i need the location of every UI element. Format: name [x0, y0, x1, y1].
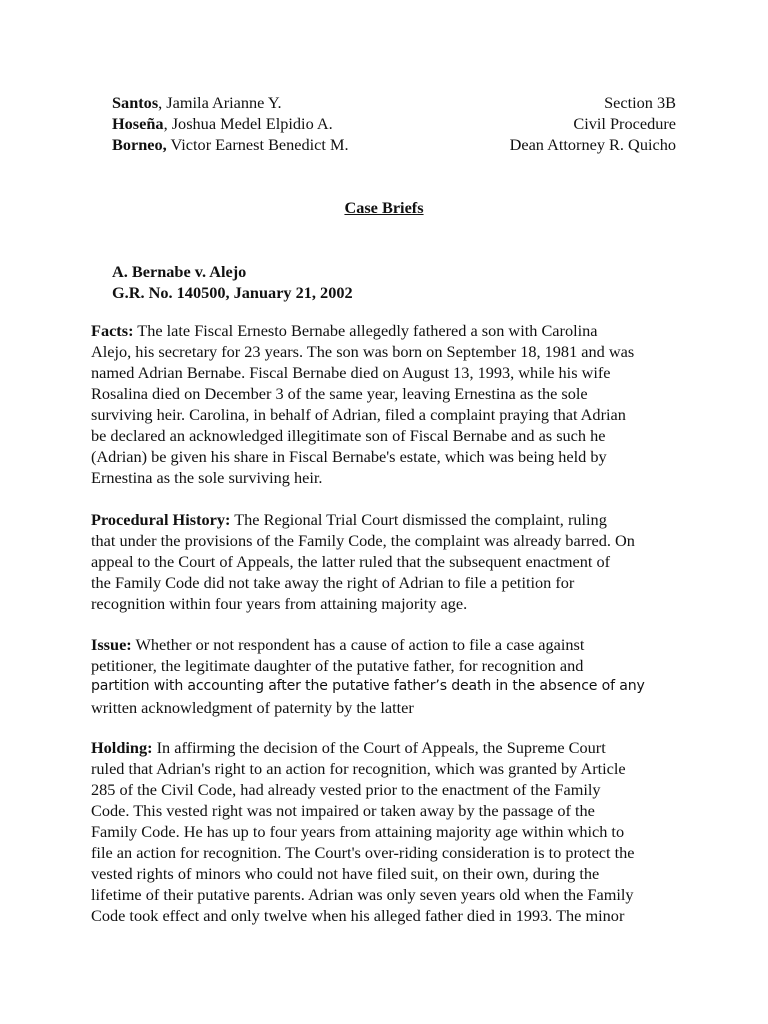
instructor-label: Dean Attorney R. Quicho	[509, 135, 676, 154]
header-row-2	[112, 113, 676, 134]
holding-line-8: lifetime of their putative parents. Adrian was only seven years old when the Family	[91, 885, 634, 904]
procedural-history-label: Procedural History:	[91, 510, 231, 529]
holding-label: Holding:	[91, 738, 153, 757]
author-3	[112, 134, 349, 155]
issue-text-1: Whether or not respondent has a cause of action to file a case against	[131, 635, 585, 654]
facts-line-3: named Adrian Bernabe. Fiscal Bernabe died on August 13, 1993, while his wife	[91, 363, 611, 382]
issue-line-3: partition with accounting after the putative father’s death in the absence of any	[91, 678, 645, 694]
procedural-history-text-1: The Regional Trial Court dismissed the complaint, ruling	[230, 510, 607, 529]
case-heading	[112, 261, 353, 303]
facts-line-5: surviving heir. Carolina, in behalf of Adrian, filed a complaint praying that Adrian	[91, 405, 626, 424]
facts-text-1: The late Fiscal Ernesto Bernabe allegedly fathered a son with Carolina	[133, 321, 598, 340]
header-row-1	[112, 92, 676, 113]
course-label: Civil Procedure	[573, 114, 676, 133]
holding-text-1: In affirming the decision of the Court of Appeals, the Supreme Court	[152, 738, 606, 757]
procedural-history-line-3: appeal to the Court of Appeals, the latter ruled that the subsequent enactment of	[91, 552, 611, 571]
facts-line-6: be declared an acknowledged illegitimate son of Fiscal Bernabe and as such he	[91, 426, 606, 445]
procedural-history-line-4: the Family Code did not take away the right of Adrian to file a petition for	[91, 573, 575, 592]
facts-section	[91, 320, 683, 488]
issue-line-2: petitioner, the legitimate daughter of the putative father, for recognition and	[91, 656, 584, 675]
issue-section	[91, 634, 683, 718]
holding-line-7: vested rights of minors who could not have filed suit, on their own, during the	[91, 864, 600, 883]
holding-section	[91, 737, 683, 926]
author-2-surname: Hoseña	[112, 114, 164, 133]
facts-label: Facts:	[91, 321, 134, 340]
procedural-history-section	[91, 509, 683, 614]
facts-line-2: Alejo, his secretary for 23 years. The son was born on September 18, 1981 and was	[91, 342, 635, 361]
header-row-3	[112, 134, 676, 155]
case-citation: G.R. No. 140500, January 21, 2002	[112, 283, 353, 302]
facts-line-7: (Adrian) be given his share in Fiscal Bernabe's estate, which was being held by	[91, 447, 607, 466]
holding-line-6: file an action for recognition. The Court's over-riding consideration is to protect the	[91, 843, 635, 862]
author-2	[112, 113, 333, 134]
author-2-given: , Joshua Medel Elpidio A.	[163, 114, 333, 133]
author-1-given: , Jamila Arianne Y.	[158, 93, 282, 112]
author-3-given: Victor Earnest Benedict M.	[166, 135, 349, 154]
procedural-history-line-5: recognition within four years from attaining majority age.	[91, 594, 468, 613]
holding-line-5: Family Code. He has up to four years from attaining majority age within which to	[91, 822, 625, 841]
holding-line-9: Code took effect and only twelve when his alleged father died in 1993. The minor	[91, 906, 625, 925]
author-1	[112, 92, 282, 113]
document-title: Case Briefs	[344, 198, 424, 217]
issue-line-1	[91, 634, 683, 655]
author-3-surname: Borneo,	[112, 135, 167, 154]
facts-line-8: Ernestina as the sole surviving heir.	[91, 468, 323, 487]
holding-line-4: Code. This vested right was not impaired or taken away by the passage of the	[91, 801, 595, 820]
procedural-history-line-2: that under the provisions of the Family Code, the complaint was already barred. On	[91, 531, 635, 550]
issue-label: Issue:	[91, 635, 132, 654]
holding-line-2: ruled that Adrian's right to an action for recognition, which was granted by Article	[91, 759, 626, 778]
procedural-history-line-1	[91, 509, 683, 530]
author-1-surname: Santos	[112, 93, 159, 112]
holding-line-1	[91, 737, 683, 758]
section-label: Section 3B	[604, 93, 676, 112]
document-header	[112, 92, 676, 155]
holding-line-3: 285 of the Civil Code, had already vested prior to the enactment of the Family	[91, 780, 601, 799]
facts-line-1	[91, 320, 683, 341]
case-name: A. Bernabe v. Alejo	[112, 262, 247, 281]
facts-line-4: Rosalina died on December 3 of the same year, leaving Ernestina as the sole	[91, 384, 588, 403]
issue-line-4: written acknowledgment of paternity by the latter	[91, 698, 414, 717]
